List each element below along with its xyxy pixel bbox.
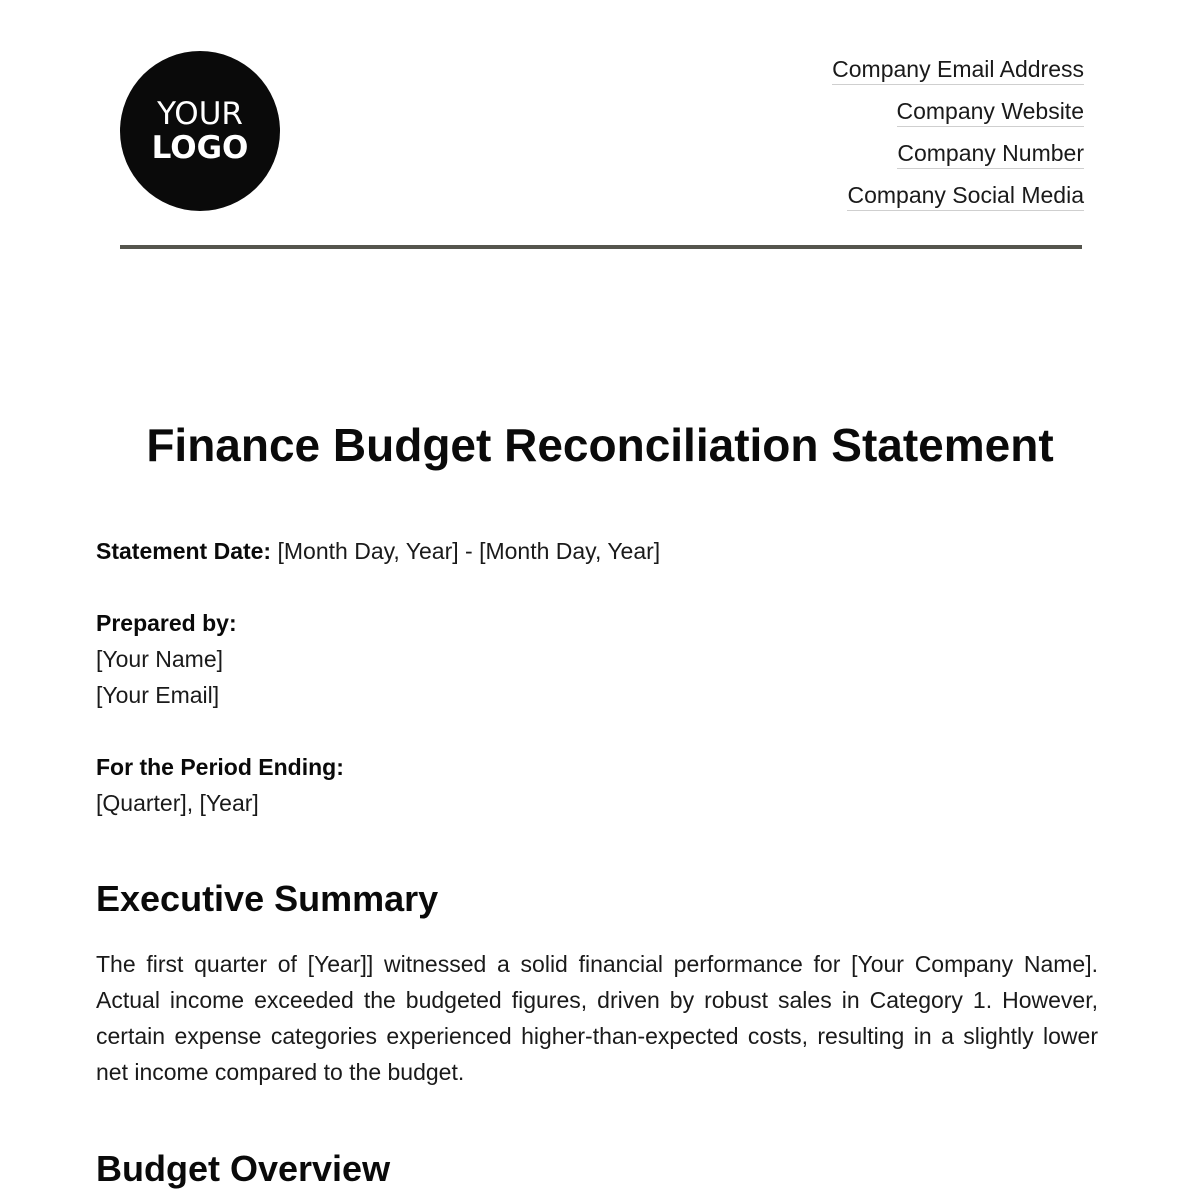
company-email-link[interactable]: Company Email Address — [832, 55, 1084, 97]
statement-date-label: Statement Date: — [96, 538, 272, 564]
period-ending-label: For the Period Ending: — [96, 754, 344, 780]
company-social-media-link[interactable]: Company Social Media — [847, 181, 1084, 223]
document-title: Finance Budget Reconciliation Statement — [146, 419, 1054, 471]
statement-date — [96, 533, 660, 569]
company-website-link[interactable]: Company Website — [897, 97, 1085, 139]
prepared-by-name: [Your Name] — [96, 646, 223, 672]
executive-summary-text: The first quarter of [Year]] witnessed a solid financial performance for [Your Company Name]. Actual income exceeded the budgeted figures, driven by robust sales in Category 1. However, certain expense categories experienced higher-than-expected costs, resulting in a slightly lower net income compared to the budget. — [96, 951, 1098, 1085]
executive-summary-heading: Executive Summary — [96, 878, 439, 919]
period-ending-value: [Quarter], [Year] — [96, 790, 259, 816]
header-divider — [120, 245, 1082, 249]
logo-text-your: YOUR — [157, 95, 243, 132]
budget-overview-heading: Budget Overview — [96, 1148, 391, 1189]
statement-date-value: [Month Day, Year] - [Month Day, Year] — [277, 538, 661, 564]
logo-text-logo: LOGO — [151, 129, 249, 166]
prepared-by-email: [Your Email] — [96, 682, 220, 708]
company-contact-block — [832, 55, 1084, 223]
prepared-by-label: Prepared by: — [96, 610, 237, 636]
company-logo — [120, 51, 280, 211]
company-number-link[interactable]: Company Number — [897, 139, 1084, 181]
